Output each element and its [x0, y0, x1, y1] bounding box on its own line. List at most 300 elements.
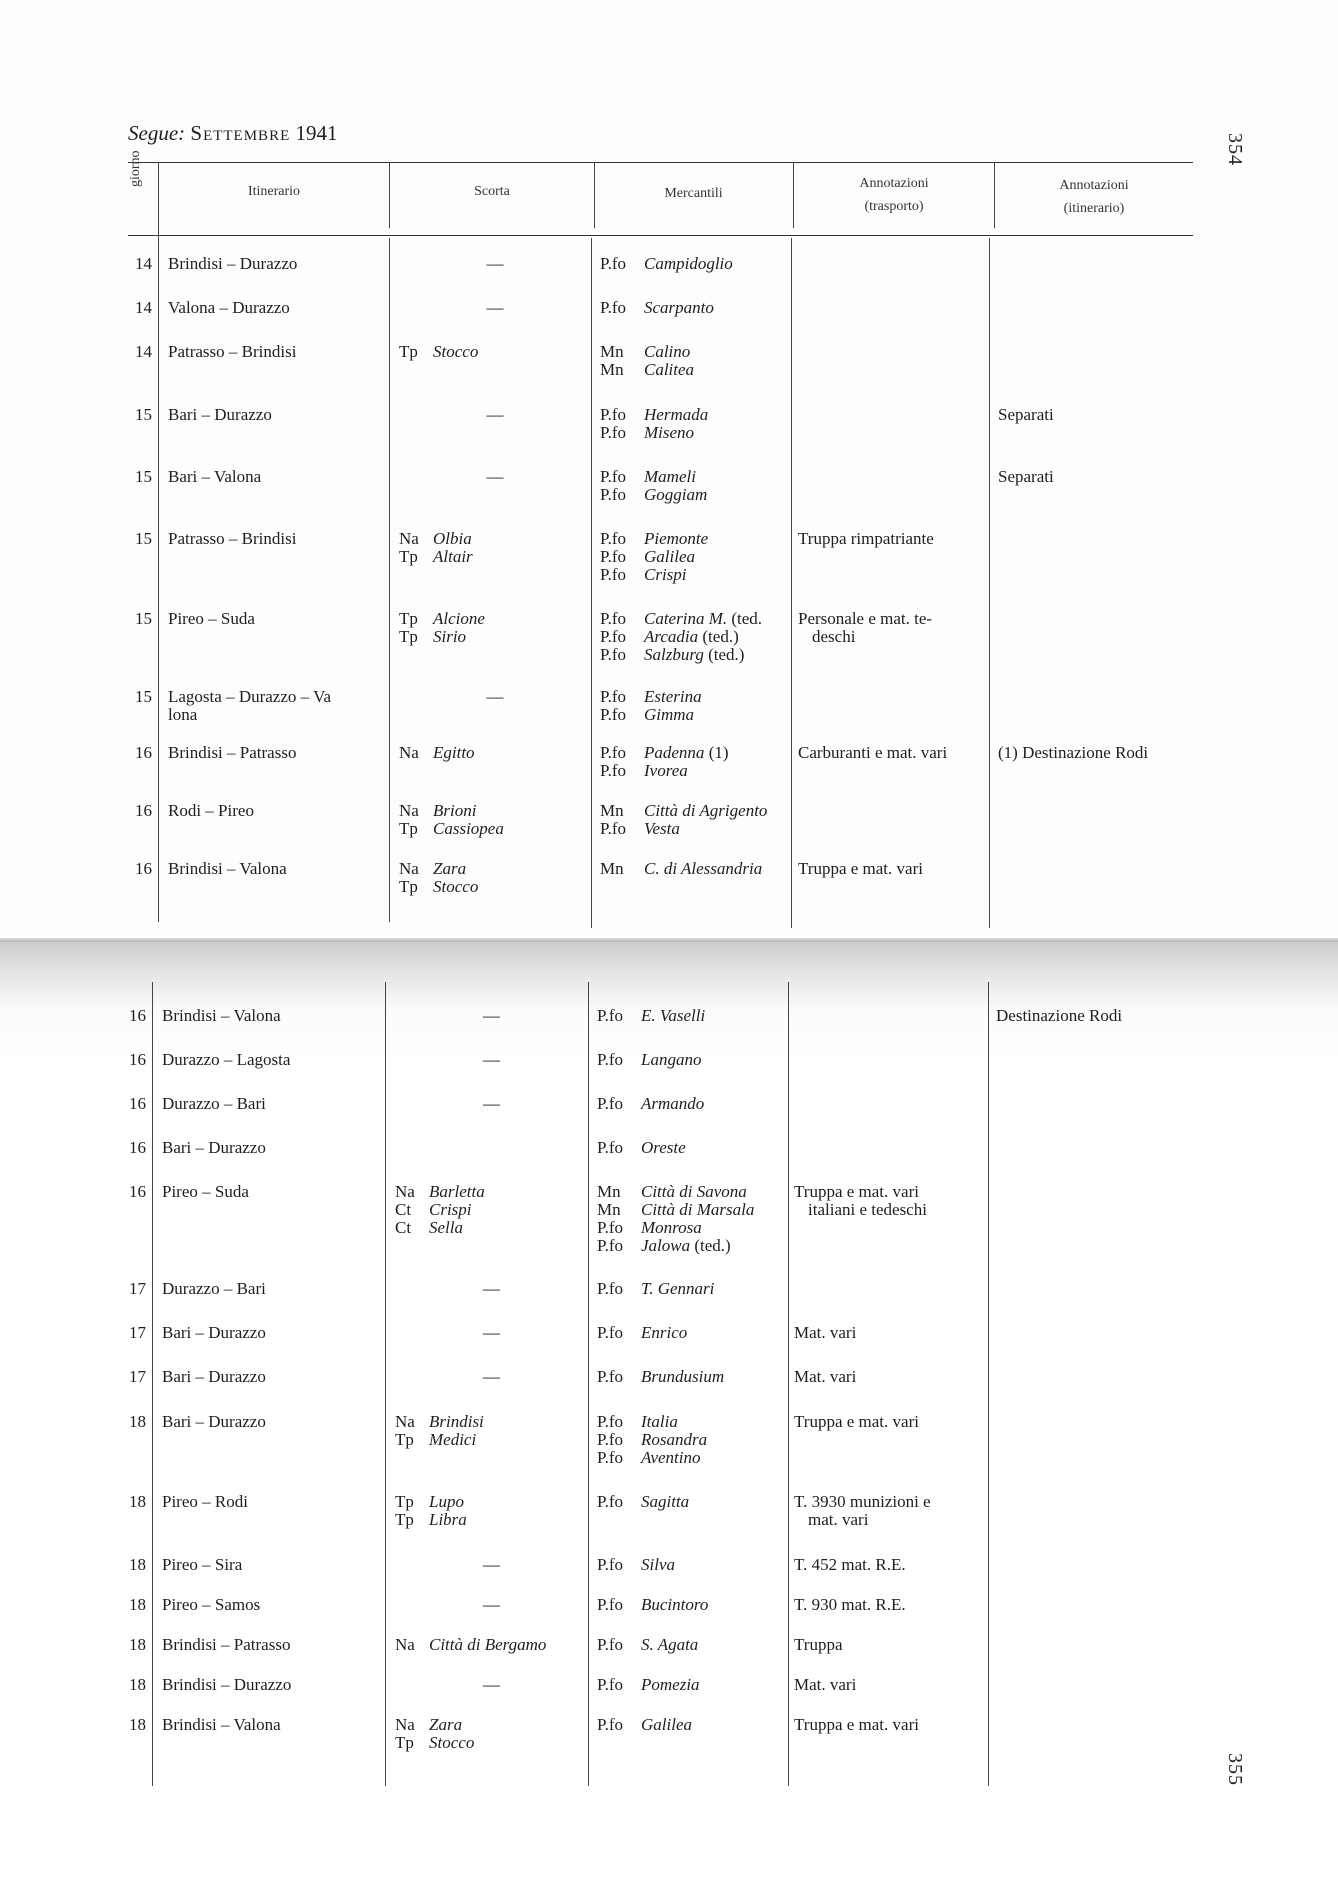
ship-type: Tp [399, 609, 418, 628]
annotation-transport-cell [788, 1716, 988, 1756]
ship-type: P.fo [597, 1138, 623, 1157]
merchant-cell [591, 860, 792, 918]
annotation-line: deschi [812, 627, 856, 646]
ship-name: Piemonte [644, 529, 709, 548]
ship-note: (ted.) [698, 627, 739, 646]
ship-name: Città di Marsala [641, 1200, 755, 1219]
merchant-line [600, 468, 792, 486]
merchant-cell [588, 1636, 788, 1676]
annotation-itinerary-cell [988, 1007, 1192, 1051]
merchant-cell [591, 802, 792, 860]
ship-note: (1) [704, 743, 729, 762]
ship-type: Na [399, 743, 419, 762]
ship-type: Na [399, 859, 419, 878]
merchant-line [600, 744, 792, 762]
table-row [112, 1095, 1192, 1139]
annotation-line: Mat. vari [794, 1323, 857, 1342]
table-row [112, 1051, 1192, 1095]
ship-type: P.fo [597, 1448, 623, 1467]
table-row [118, 255, 1198, 299]
col-header-text: Annotazioni [859, 176, 929, 191]
ship-name: Medici [429, 1430, 477, 1449]
merchant-line [597, 1716, 788, 1734]
no-escort-dash: — [483, 1050, 500, 1069]
escort-cell [385, 1324, 588, 1368]
annotation-itinerary-cell [988, 1183, 1192, 1280]
ship-type: Tp [399, 877, 418, 896]
escort-line [399, 610, 591, 628]
escort-cell [389, 610, 591, 688]
annotation-transport-cell [792, 255, 990, 299]
annotation-transport-cell [792, 802, 990, 860]
merchant-cell [588, 1324, 788, 1368]
no-escort-dash: — [486, 467, 504, 486]
annotation-transport-cell [788, 1139, 988, 1183]
annotation-transport-cell [788, 1596, 988, 1636]
ship-type: P.fo [597, 1492, 623, 1511]
ship-name: Campidoglio [644, 254, 733, 273]
itinerary-cell [158, 802, 389, 860]
ship-name: Bucintoro [641, 1595, 709, 1614]
escort-line [399, 628, 591, 646]
ship-type: P.fo [600, 761, 626, 780]
day-cell: 14 [135, 298, 152, 317]
escort-cell [389, 255, 591, 299]
escort-line [395, 1413, 588, 1431]
day-cell: 14 [135, 254, 152, 273]
itinerary-line: Brindisi – Patrasso [162, 1635, 291, 1654]
annotation-line: italiani e tedeschi [808, 1200, 927, 1219]
annotation-line: Mat. vari [794, 1675, 857, 1694]
ship-type: Ct [395, 1218, 412, 1237]
day-cell: 16 [129, 1138, 146, 1157]
annotation-line: Truppa [794, 1635, 843, 1654]
annotation-itinerary-cell [990, 610, 1198, 688]
itinerary-cell [152, 1716, 385, 1756]
col-header-giorno: giorno [128, 150, 143, 187]
ship-type: P.fo [597, 1218, 623, 1237]
merchant-cell [588, 1368, 788, 1413]
annotation-itinerary-cell [990, 802, 1198, 860]
annotation-transport-cell [788, 1183, 988, 1280]
ship-name: Scarpanto [644, 298, 714, 317]
day-cell: 18 [129, 1492, 146, 1511]
ship-name: E. Vaselli [641, 1006, 706, 1025]
day-cell: 18 [129, 1555, 146, 1574]
merchant-cell [591, 610, 792, 688]
merchant-cell [588, 1556, 788, 1596]
no-escort-dash: — [486, 254, 504, 273]
escort-cell [385, 1095, 588, 1139]
ship-name: Goggiam [644, 485, 708, 504]
ship-name: Sella [429, 1218, 463, 1237]
escort-line [399, 343, 591, 361]
merchant-line [600, 530, 792, 548]
merchant-line [600, 706, 792, 724]
page-header [128, 121, 337, 146]
annotation-itinerary-cell [990, 860, 1198, 918]
ship-name: Silva [641, 1555, 675, 1574]
annotation-transport-cell [788, 1324, 988, 1368]
ship-name: Rosandra [641, 1430, 708, 1449]
ship-type: P.fo [597, 1715, 623, 1734]
table-row [112, 1007, 1192, 1051]
ship-name: Barletta [429, 1182, 485, 1201]
escort-cell [389, 406, 591, 468]
annotation-itinerary-cell [988, 1413, 1192, 1493]
itinerary-cell [152, 1368, 385, 1413]
merchant-line [600, 820, 792, 838]
itinerary-cell [152, 1139, 385, 1183]
ship-note: (ted.) [703, 645, 745, 664]
itinerary-line: lona [168, 705, 198, 724]
itinerary-cell [152, 1493, 385, 1556]
ship-type: Mn [600, 360, 624, 379]
itinerary-cell [158, 406, 389, 468]
merchant-cell [588, 1716, 788, 1756]
merchant-line [597, 1280, 788, 1298]
itinerary-line: Patrasso – Brindisi [168, 529, 297, 548]
annotation-line: Destinazione Rodi [996, 1006, 1123, 1025]
itinerary-line: Rodi – Pireo [168, 801, 254, 820]
merchant-line [597, 1237, 788, 1255]
ship-type: Tp [395, 1510, 414, 1529]
annotation-itinerary-cell [988, 1280, 1192, 1324]
annotation-line: T. 452 mat. R.E. [794, 1555, 906, 1574]
annotation-transport-cell [788, 1095, 988, 1139]
col-header-scorta: Scorta [474, 184, 510, 199]
annotation-transport-cell [788, 1368, 988, 1413]
ship-type: Na [399, 801, 419, 820]
ship-name: Salzburg [644, 645, 704, 664]
ship-name: Hermada [644, 405, 709, 424]
merchant-line [597, 1183, 788, 1201]
itinerary-cell [152, 1007, 385, 1051]
itinerary-line: Patrasso – Brindisi [168, 342, 297, 361]
itinerary-cell [152, 1556, 385, 1596]
no-escort-dash: — [483, 1323, 500, 1342]
merchant-line [600, 860, 792, 878]
convoy-table-top [118, 255, 1198, 918]
annotation-line: Truppa e mat. vari [794, 1412, 919, 1431]
col-header-mercantili: Mercantili [664, 186, 723, 201]
ship-name: Stocco [433, 877, 479, 896]
escort-cell [389, 299, 591, 343]
table-row [112, 1493, 1192, 1556]
ship-type: P.fo [600, 609, 626, 628]
ship-type: P.fo [597, 1279, 623, 1298]
merchant-line [597, 1051, 788, 1069]
merchant-line [597, 1676, 788, 1694]
ship-name: Zara [429, 1715, 463, 1734]
escort-line [395, 1734, 588, 1752]
annotation-itinerary-cell [990, 343, 1198, 406]
no-escort-dash: — [486, 298, 504, 317]
no-escort-dash: — [483, 1675, 500, 1694]
ship-type: P.fo [600, 485, 626, 504]
ship-type: Mn [597, 1182, 621, 1201]
ship-name: Sagitta [641, 1492, 690, 1511]
itinerary-cell [152, 1280, 385, 1324]
no-escort-dash: — [483, 1006, 500, 1025]
annotation-itinerary-cell [988, 1716, 1192, 1756]
merchant-cell [588, 1280, 788, 1324]
itinerary-line: Pireo – Suda [168, 609, 255, 628]
escort-line [395, 1219, 588, 1237]
ship-name: Pomezia [641, 1675, 700, 1694]
col-header-text: (itinerario) [1063, 201, 1125, 216]
col-header-text: (trasporto) [864, 199, 924, 214]
day-cell: 18 [129, 1412, 146, 1431]
ship-type: Tp [395, 1733, 414, 1752]
ship-name: Brioni [433, 801, 477, 820]
ship-type: Mn [600, 859, 624, 878]
merchant-line [600, 299, 792, 317]
merchant-line [597, 1219, 788, 1237]
ship-name: Stocco [433, 342, 479, 361]
escort-line [399, 802, 591, 820]
itinerary-line: Bari – Durazzo [162, 1367, 266, 1386]
ship-name: C. di Alessandria [644, 859, 763, 878]
header-year: 1941 [295, 121, 338, 145]
ship-name: Zara [433, 859, 467, 878]
merchant-line [597, 1413, 788, 1431]
day-cell: 18 [129, 1635, 146, 1654]
itinerary-cell [158, 255, 389, 299]
table-row [112, 1324, 1192, 1368]
ship-name: Città di Bergamo [429, 1635, 547, 1654]
ship-name: S. Agata [641, 1635, 699, 1654]
ship-type: P.fo [597, 1050, 623, 1069]
table-row [112, 1413, 1192, 1493]
escort-cell [385, 1368, 588, 1413]
annotation-transport-cell [788, 1676, 988, 1716]
itinerary-cell [152, 1413, 385, 1493]
ship-type: Ct [395, 1200, 412, 1219]
ship-type: P.fo [600, 547, 626, 566]
merchant-line [597, 1324, 788, 1342]
annotation-itinerary-cell [990, 468, 1198, 530]
itinerary-line: Bari – Durazzo [162, 1412, 266, 1431]
annotation-itinerary-cell [988, 1368, 1192, 1413]
day-cell: 16 [129, 1050, 146, 1069]
itinerary-line: Brindisi – Valona [168, 859, 287, 878]
escort-line [395, 1493, 588, 1511]
ship-type: Tp [399, 547, 418, 566]
ship-name: Stocco [429, 1733, 475, 1752]
merchant-line [597, 1095, 788, 1113]
ship-name: Gimma [644, 705, 695, 724]
ship-name: Esterina [644, 687, 702, 706]
day-cell: 17 [129, 1323, 146, 1342]
no-escort-dash: — [486, 405, 504, 424]
escort-cell [385, 1280, 588, 1324]
day-cell: 16 [129, 1182, 146, 1201]
table-row [112, 1183, 1192, 1280]
ship-type: Mn [600, 342, 624, 361]
table-row [118, 406, 1198, 468]
ship-type: Na [395, 1635, 415, 1654]
ship-name: Sirio [433, 627, 467, 646]
table-row [112, 1368, 1192, 1413]
annotation-line: Separati [998, 467, 1054, 486]
merchant-line [600, 628, 792, 646]
escort-cell [385, 1051, 588, 1095]
annotation-itinerary-cell [988, 1676, 1192, 1716]
table-row [118, 744, 1198, 802]
day-cell: 16 [135, 801, 152, 820]
ship-type: Tp [399, 342, 418, 361]
ship-name: Jalowa [641, 1236, 691, 1255]
table-row [118, 468, 1198, 530]
ship-type: Na [399, 529, 419, 548]
annotation-transport-cell [788, 1556, 988, 1596]
table-row [112, 1139, 1192, 1183]
escort-cell [385, 1676, 588, 1716]
ship-type: P.fo [600, 819, 626, 838]
itinerary-cell [152, 1051, 385, 1095]
annotation-transport-cell [788, 1636, 988, 1676]
itinerary-cell [158, 299, 389, 343]
col-header-text: Annotazioni [1059, 178, 1129, 193]
no-escort-dash: — [483, 1595, 500, 1614]
ship-name: Miseno [644, 423, 695, 442]
day-cell: 15 [135, 467, 152, 486]
annotation-itinerary-cell [988, 1095, 1192, 1139]
annotation-itinerary-cell [990, 530, 1198, 610]
col-header-annotazioni-itinerario [995, 174, 1193, 220]
itinerary-line: Lagosta – Durazzo – Va [168, 687, 332, 706]
ship-type: P.fo [600, 298, 626, 317]
merchant-line [600, 343, 792, 361]
table-row [112, 1676, 1192, 1716]
itinerary-cell [158, 343, 389, 406]
itinerary-cell [152, 1095, 385, 1139]
itinerary-line: Durazzo – Lagosta [162, 1050, 291, 1069]
annotation-transport-cell [788, 1280, 988, 1324]
day-cell: 16 [135, 743, 152, 762]
annotation-transport-cell [788, 1007, 988, 1051]
ship-name: Oreste [641, 1138, 686, 1157]
escort-line [395, 1183, 588, 1201]
table-top-rule [128, 162, 1193, 163]
ship-name: Alcione [433, 609, 485, 628]
merchant-cell [591, 530, 792, 610]
itinerary-cell [152, 1324, 385, 1368]
col-header-itinerario: Itinerario [247, 184, 301, 199]
merchant-cell [588, 1413, 788, 1493]
itinerary-cell [158, 468, 389, 530]
day-cell: 14 [135, 342, 152, 361]
itinerary-cell [152, 1596, 385, 1636]
header-prefix: Segue: [128, 121, 186, 145]
ship-type: P.fo [597, 1006, 623, 1025]
ship-type: Tp [395, 1492, 414, 1511]
merchant-line [597, 1201, 788, 1219]
merchant-cell [591, 255, 792, 299]
merchant-line [597, 1007, 788, 1025]
escort-cell [385, 1596, 588, 1636]
annotation-transport-cell [792, 468, 990, 530]
page-number-top: 354 [1224, 133, 1246, 166]
itinerary-line: Brindisi – Valona [162, 1715, 281, 1734]
ship-type: P.fo [597, 1094, 623, 1113]
escort-line [395, 1716, 588, 1734]
annotation-line: mat. vari [808, 1510, 869, 1529]
ship-name: Ivorea [644, 761, 688, 780]
merchant-line [600, 548, 792, 566]
table-row [118, 688, 1198, 744]
merchant-cell [588, 1596, 788, 1636]
merchant-cell [588, 1095, 788, 1139]
day-cell: 16 [129, 1006, 146, 1025]
merchant-cell [591, 299, 792, 343]
escort-cell [389, 802, 591, 860]
merchant-line [600, 566, 792, 584]
annotation-transport-cell [792, 860, 990, 918]
annotation-transport-cell [792, 610, 990, 688]
day-cell: 18 [129, 1595, 146, 1614]
annotation-itinerary-cell [990, 255, 1198, 299]
ship-name: Lupo [429, 1492, 464, 1511]
annotation-itinerary-cell [988, 1051, 1192, 1095]
day-cell: 17 [129, 1367, 146, 1386]
annotation-line: Mat. vari [794, 1367, 857, 1386]
annotation-transport-cell [792, 530, 990, 610]
ship-name: Crispi [644, 565, 687, 584]
escort-cell [389, 530, 591, 610]
day-cell: 17 [129, 1279, 146, 1298]
ship-name: Città di Savona [641, 1182, 747, 1201]
ship-name: Cassiopea [433, 819, 504, 838]
annotation-line: Truppa e mat. vari [794, 1715, 919, 1734]
escort-cell [385, 1716, 588, 1756]
escort-line [399, 548, 591, 566]
merchant-line [597, 1431, 788, 1449]
no-escort-dash: — [483, 1279, 500, 1298]
ship-type: Tp [399, 819, 418, 838]
merchant-line [600, 406, 792, 424]
ship-type: P.fo [600, 405, 626, 424]
escort-cell [389, 343, 591, 406]
merchant-cell [588, 1676, 788, 1716]
annotation-transport-cell [788, 1493, 988, 1556]
itinerary-line: Bari – Durazzo [162, 1138, 266, 1157]
annotation-line: Carburanti e mat. vari [798, 743, 948, 762]
ship-name: Calino [644, 342, 691, 361]
merchant-cell [588, 1493, 788, 1556]
ship-type: Tp [399, 627, 418, 646]
ship-name: Egitto [433, 743, 475, 762]
annotation-itinerary-cell [990, 406, 1198, 468]
annotation-transport-cell [792, 299, 990, 343]
escort-line [395, 1431, 588, 1449]
table-row [118, 530, 1198, 610]
itinerary-line: Pireo – Rodi [162, 1492, 248, 1511]
ship-type: P.fo [600, 645, 626, 664]
merchant-line [597, 1636, 788, 1654]
ship-type: P.fo [600, 529, 626, 548]
ship-type: P.fo [597, 1412, 623, 1431]
merchant-line [600, 361, 792, 379]
ship-type: Na [395, 1715, 415, 1734]
itinerary-line: Durazzo – Bari [162, 1279, 266, 1298]
convoy-table-bottom [112, 1007, 1192, 1756]
ship-name: Olbia [433, 529, 472, 548]
escort-cell [385, 1636, 588, 1676]
escort-line [395, 1201, 588, 1219]
table-row [118, 860, 1198, 918]
